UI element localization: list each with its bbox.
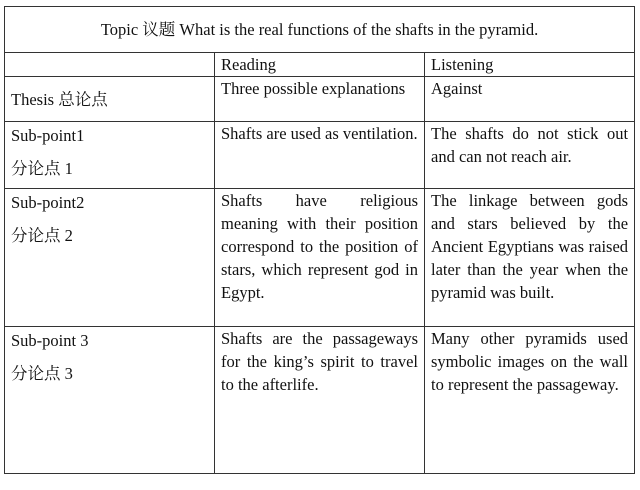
row-label	[5, 189, 215, 327]
argument-table	[4, 6, 635, 474]
row-reading: Shafts are the passageways for the king’s spirit to travel to the afterlife.	[215, 327, 425, 474]
row-label	[5, 327, 215, 474]
row-reading: Shafts are used as ventilation.	[215, 122, 425, 189]
row-label	[5, 122, 215, 189]
row-label-en: Sub-point2	[11, 193, 85, 212]
row-label-en: Sub-point 3	[11, 331, 89, 350]
thesis-reading: Three possible explanations	[215, 77, 425, 122]
table-row	[5, 327, 635, 474]
row-label-zh: 分论点 1	[11, 159, 73, 178]
table-row	[5, 189, 635, 327]
header-empty-cell	[5, 53, 215, 77]
row-listening: The shafts do not stick out and can not reach air.	[425, 122, 635, 189]
topic-text: What is the real functions of the shafts in the pyramid.	[179, 20, 539, 39]
thesis-listening: Against	[425, 77, 635, 122]
topic-prefix: Topic 议题	[100, 20, 180, 39]
header-listening: Listening	[425, 53, 635, 77]
table-row	[5, 122, 635, 189]
row-label-en: Sub-point1	[11, 126, 85, 145]
row-listening: The linkage between gods and stars believed by the Ancient Egyptians was raised later than the year when the pyramid was built.	[425, 189, 635, 327]
header-reading: Reading	[215, 53, 425, 77]
row-label-zh: 分论点 3	[11, 364, 73, 383]
title-row	[5, 7, 635, 53]
topic-title	[5, 7, 635, 53]
thesis-label	[5, 77, 215, 122]
row-label-zh: 分论点 2	[11, 226, 73, 245]
thesis-row	[5, 77, 635, 122]
row-reading: Shafts have religious meaning with their position correspond to the position of stars, which represent god in Egypt.	[215, 189, 425, 327]
document-table-sheet	[4, 6, 634, 474]
row-listening: Many other pyramids used symbolic images on the wall to represent the passageway.	[425, 327, 635, 474]
header-row	[5, 53, 635, 77]
thesis-label-text: Thesis 总论点	[11, 89, 108, 109]
